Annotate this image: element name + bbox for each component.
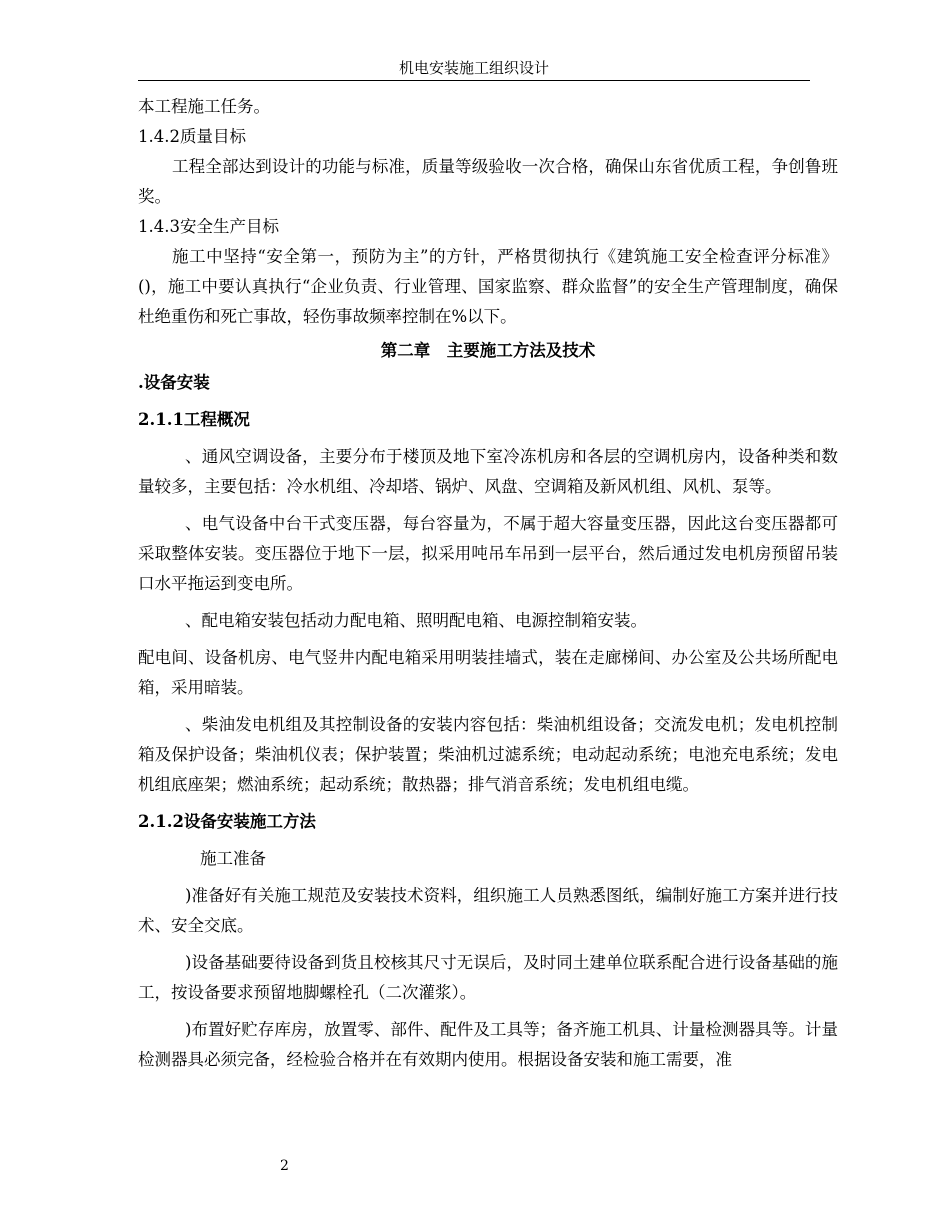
paragraph: 、通风空调设备，主要分布于楼顶及地下室冷冻机房和各层的空调机房内，设备种类和数量较多，主要包括：冷水机组、冷却塔、锅炉、风盘、空调箱及新风机组、风机、泵等。 <box>138 447 838 496</box>
paragraph: 施工中坚持“安全第一，预防为主”的方针，严格贯彻执行《建筑施工安全检查评分标准》()，施工中要认真执行“企业负责、行业管理、国家监察、群众监督”的安全生产管理制度，确保杜绝重伤和死亡事故，轻伤事故频率控制在%以下。 <box>138 247 838 326</box>
paragraph: 、电气设备中台干式变压器，每台容量为，不属于超大容量变压器，因此这台变压器都可采取整体安装。变压器位于地下一层，拟采用吨吊车吊到一层平台，然后通过发电机房预留吊装口水平拖运到变电所。 <box>138 514 838 593</box>
chapter-title: 第二章 主要施工方法及技术 <box>380 341 596 360</box>
paragraph: )准备好有关施工规范及安装技术资料，组织施工人员熟悉图纸，编制好施工方案并进行技术、安全交底。 <box>138 886 838 935</box>
paragraph: 、配电箱安装包括动力配电箱、照明配电箱、电源控制箱安装。 <box>185 611 647 630</box>
page-number: 2 <box>280 1158 289 1174</box>
paragraph: 工程全部达到设计的功能与标准，质量等级验收一次合格，确保山东省优质工程，争创鲁班奖。 <box>138 157 838 206</box>
section-heading: 2.1.1工程概况 <box>138 410 250 429</box>
header-divider <box>138 80 810 81</box>
paragraph: 、柴油发电机组及其控制设备的安装内容包括：柴油机组设备；交流发电机；发电机控制箱及保护设备；柴油机仪表；保护装置；柴油机过滤系统；电动起动系统；电池充电系统；发电机组底座架；燃油系统；起动系统；散热器；排气消音系统；发电机组电缆。 <box>138 715 838 794</box>
subsection-heading: 1.4.2质量目标 <box>138 127 246 146</box>
paragraph: 本工程施工任务。 <box>138 97 270 116</box>
paragraph: 施工准备 <box>200 849 266 868</box>
paragraph: )设备基础要待设备到货且校核其尺寸无误后，及时同土建单位联系配合进行设备基础的施工，按设备要求预留地脚螺栓孔（二次灌浆）。 <box>138 953 838 1002</box>
page-header-title: 机电安装施工组织设计 <box>398 59 549 77</box>
paragraph: )布置好贮存库房，放置零、部件、配件及工具等；备齐施工机具、计量检测器具等。计量检测器具必须完备，经检验合格并在有效期内使用。根据设备安装和施工需要，准 <box>138 1020 838 1069</box>
paragraph: 配电间、设备机房、电气竖井内配电箱采用明装挂墙式，装在走廊梯间、办公室及公共场所配电箱，采用暗装。 <box>138 648 838 697</box>
section-heading: 2.1.2设备安装施工方法 <box>138 812 316 831</box>
document-body <box>138 92 838 1075</box>
section-heading: .设备安装 <box>138 373 210 392</box>
subsection-heading: 1.4.3安全生产目标 <box>138 217 279 236</box>
